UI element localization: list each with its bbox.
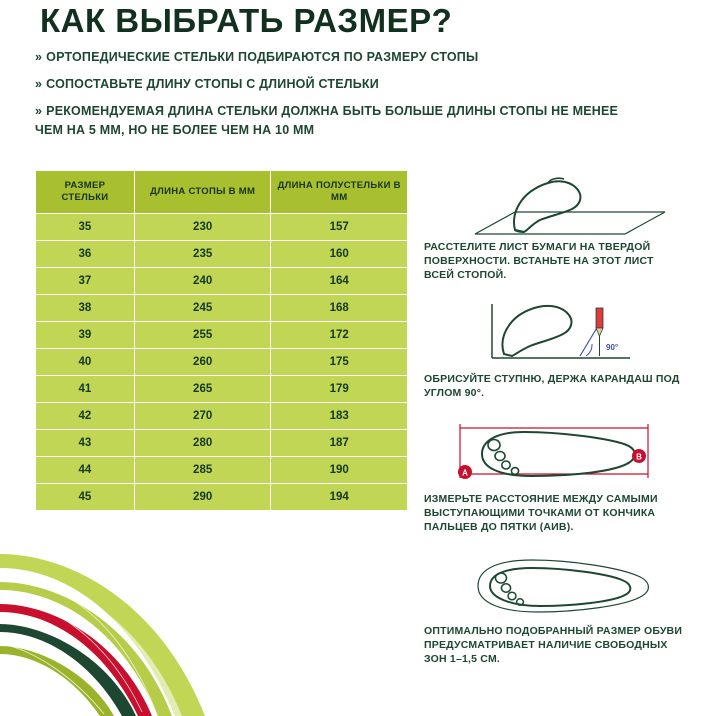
cell-size: 41 [36, 376, 135, 403]
cell-foot-length: 245 [134, 295, 271, 322]
cell-half-insole: 183 [271, 403, 408, 430]
cell-foot-length: 285 [134, 457, 271, 484]
table-row [36, 241, 408, 268]
bullet-text: РЕКОМЕНДУЕМАЯ ДЛИНА СТЕЛЬКИ ДОЛЖНА БЫТЬ БОЛЬШЕ ДЛИНЫ СТОПЫ НЕ МЕНЕЕ ЧЕМ НА 5 ММ, НО НЕ БОЛЕЕ ЧЕМ НА 10 ММ [35, 104, 619, 137]
cell-size: 42 [36, 403, 135, 430]
marker-b-label: B [636, 452, 642, 462]
cell-foot-length: 270 [134, 403, 271, 430]
cell-size: 43 [36, 430, 135, 457]
cell-half-insole: 190 [271, 457, 408, 484]
list-item [35, 102, 635, 140]
table-row [36, 322, 408, 349]
table-header-row [36, 171, 408, 214]
cell-foot-length: 260 [134, 349, 271, 376]
cell-half-insole: 164 [271, 268, 408, 295]
cell-half-insole: 168 [271, 295, 408, 322]
step-3 [420, 412, 685, 534]
column-header-insole-size: РАЗМЕР СТЕЛЬКИ [36, 171, 135, 214]
table-row [36, 214, 408, 241]
table-body [36, 214, 408, 511]
cell-size: 38 [36, 295, 135, 322]
table-row [36, 376, 408, 403]
cell-foot-length: 240 [134, 268, 271, 295]
cell-foot-length: 290 [134, 484, 271, 511]
table-row [36, 430, 408, 457]
table-row [36, 349, 408, 376]
cell-size: 37 [36, 268, 135, 295]
cell-size: 45 [36, 484, 135, 511]
decorative-swoosh [0, 516, 300, 716]
chevron-icon: » [35, 104, 43, 118]
trace-foot-illustration [420, 294, 685, 372]
step-4-caption: ОПТИМАЛЬНО ПОДОБРАННЫЙ РАЗМЕР ОБУВИ ПРЕДУСМАТРИВАЕТ НАЛИЧИЕ СВОБОДНЫХ ЗОН 1–1,5 СМ. [424, 625, 683, 665]
cell-size: 39 [36, 322, 135, 349]
cell-half-insole: 175 [271, 349, 408, 376]
column-header-foot-length: ДЛИНА СТОПЫ В ММ [134, 171, 271, 214]
angle-label: 90° [606, 343, 619, 352]
chevron-icon: » [35, 77, 43, 91]
cell-half-insole: 194 [271, 484, 408, 511]
marker-a-label: A [462, 468, 468, 478]
table-row [36, 457, 408, 484]
cell-foot-length: 265 [134, 376, 271, 403]
step-2-caption: ОБРИСУЙТЕ СТУПНЮ, ДЕРЖА КАРАНДАШ ПОД УГЛОМ 90°. [424, 373, 680, 399]
cell-foot-length: 235 [134, 241, 271, 268]
step-4 [420, 546, 685, 666]
bullet-text: СОПОСТАВЬТЕ ДЛИНУ СТОПЫ С ДЛИНОЙ СТЕЛЬКИ [46, 77, 379, 91]
cell-half-insole: 179 [271, 376, 408, 403]
table-row [36, 484, 408, 511]
cell-foot-length: 255 [134, 322, 271, 349]
step-3-caption: ИЗМЕРЬТЕ РАССТОЯНИЕ МЕЖДУ САМЫМИ ВЫСТУПАЮЩИМИ ТОЧКАМИ ОТ КОНЧИКА ПАЛЬЦЕВ ДО ПЯТКИ (АИВ). [424, 493, 658, 533]
free-zone-illustration [420, 546, 685, 624]
list-item [35, 75, 635, 94]
size-table [35, 170, 408, 511]
step-1 [420, 168, 685, 282]
column-header-half-insole-length: ДЛИНА ПОЛУСТЕЛЬКИ В ММ [271, 171, 408, 214]
cell-half-insole: 157 [271, 214, 408, 241]
chevron-icon: » [35, 50, 43, 64]
foot-on-paper-illustration [420, 168, 685, 240]
step-1-caption: РАССТЕЛИТЕ ЛИСТ БУМАГИ НА ТВЕРДОЙ ПОВЕРХНОСТИ. ВСТАНЬТЕ НА ЭТОТ ЛИСТ ВСЕЙ СТОПОЙ. [424, 241, 654, 281]
cell-size: 40 [36, 349, 135, 376]
list-item [35, 48, 635, 67]
table-row [36, 268, 408, 295]
bullet-list [35, 48, 635, 148]
cell-foot-length: 230 [134, 214, 271, 241]
table-row [36, 403, 408, 430]
page-title: КАК ВЫБРАТЬ РАЗМЕР? [40, 2, 453, 39]
cell-half-insole: 172 [271, 322, 408, 349]
cell-size: 44 [36, 457, 135, 484]
cell-size: 35 [36, 214, 135, 241]
step-2 [420, 294, 685, 400]
cell-size: 36 [36, 241, 135, 268]
bullet-text: ОРТОПЕДИЧЕСКИЕ СТЕЛЬКИ ПОДБИРАЮТСЯ ПО РАЗМЕРУ СТОПЫ [46, 50, 479, 64]
measure-foot-illustration [420, 412, 685, 492]
instruction-steps [420, 168, 685, 678]
table-row [36, 295, 408, 322]
cell-half-insole: 187 [271, 430, 408, 457]
cell-foot-length: 280 [134, 430, 271, 457]
cell-half-insole: 160 [271, 241, 408, 268]
